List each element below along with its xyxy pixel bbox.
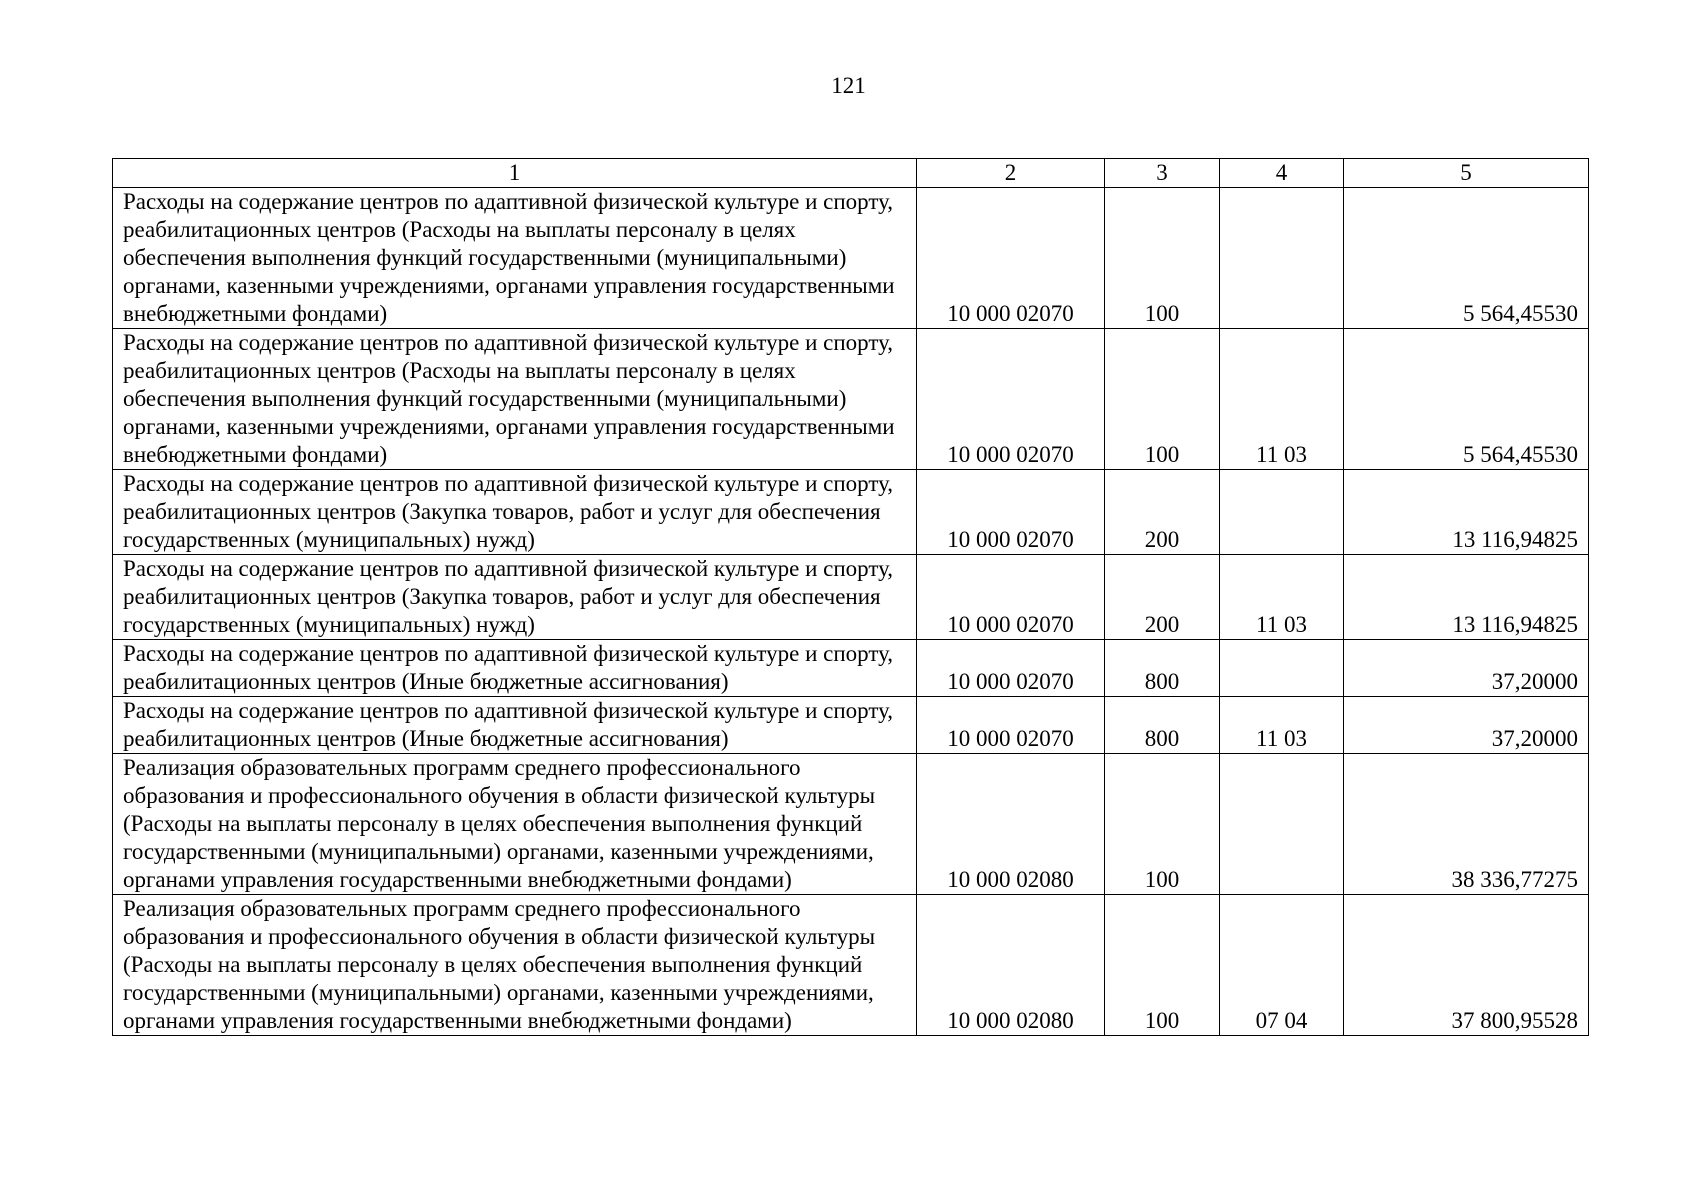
row-expense-type: 800 bbox=[1105, 697, 1220, 754]
row-amount: 38 336,77275 bbox=[1344, 754, 1589, 895]
row-expense-type: 100 bbox=[1105, 754, 1220, 895]
table-row bbox=[113, 470, 1589, 555]
row-target-code: 10 000 02080 bbox=[917, 754, 1105, 895]
row-section bbox=[1220, 188, 1344, 329]
row-section: 11 03 bbox=[1220, 697, 1344, 754]
row-amount: 13 116,94825 bbox=[1344, 555, 1589, 640]
row-target-code: 10 000 02070 bbox=[917, 329, 1105, 470]
row-description: Реализация образовательных программ среднего профессионального образования и профессионального обучения в области физической культуры (Расходы на выплаты персоналу в целях обеспечения выполнения функций государственными (муниципальными) органами, казенными учреждениями, органами управления государственными внебюджетными фондами) bbox=[113, 754, 917, 895]
row-target-code: 10 000 02070 bbox=[917, 555, 1105, 640]
row-description: Расходы на содержание центров по адаптивной физической культуре и спорту, реабилитационных центров (Иные бюджетные ассигнования) bbox=[113, 697, 917, 754]
header-col-5: 5 bbox=[1344, 159, 1589, 188]
row-section bbox=[1220, 640, 1344, 697]
row-amount: 37 800,95528 bbox=[1344, 895, 1589, 1036]
row-description: Расходы на содержание центров по адаптивной физической культуре и спорту, реабилитационных центров (Закупка товаров, работ и услуг для обеспечения государственных (муниципальных) нужд) bbox=[113, 470, 917, 555]
table-row bbox=[113, 754, 1589, 895]
row-expense-type: 200 bbox=[1105, 470, 1220, 555]
row-description: Реализация образовательных программ среднего профессионального образования и профессионального обучения в области физической культуры (Расходы на выплаты персоналу в целях обеспечения выполнения функций государственными (муниципальными) органами, казенными учреждениями, органами управления государственными внебюджетными фондами) bbox=[113, 895, 917, 1036]
header-col-3: 3 bbox=[1105, 159, 1220, 188]
table-row bbox=[113, 555, 1589, 640]
row-description: Расходы на содержание центров по адаптивной физической культуре и спорту, реабилитационных центров (Расходы на выплаты персоналу в целях обеспечения выполнения функций государственными (муниципальными) органами, казенными учреждениями, органами управления государственными внебюджетными фондами) bbox=[113, 188, 917, 329]
budget-table bbox=[112, 158, 1589, 1036]
row-target-code: 10 000 02070 bbox=[917, 470, 1105, 555]
row-amount: 5 564,45530 bbox=[1344, 329, 1589, 470]
row-target-code: 10 000 02070 bbox=[917, 640, 1105, 697]
row-amount: 37,20000 bbox=[1344, 697, 1589, 754]
row-description: Расходы на содержание центров по адаптивной физической культуре и спорту, реабилитационных центров (Иные бюджетные ассигнования) bbox=[113, 640, 917, 697]
row-section: 11 03 bbox=[1220, 555, 1344, 640]
table-header-row bbox=[113, 159, 1589, 188]
row-amount: 5 564,45530 bbox=[1344, 188, 1589, 329]
row-expense-type: 100 bbox=[1105, 329, 1220, 470]
row-expense-type: 800 bbox=[1105, 640, 1220, 697]
header-col-2: 2 bbox=[917, 159, 1105, 188]
row-target-code: 10 000 02080 bbox=[917, 895, 1105, 1036]
row-target-code: 10 000 02070 bbox=[917, 188, 1105, 329]
row-expense-type: 100 bbox=[1105, 895, 1220, 1036]
row-expense-type: 100 bbox=[1105, 188, 1220, 329]
table-row bbox=[113, 188, 1589, 329]
row-section bbox=[1220, 470, 1344, 555]
row-expense-type: 200 bbox=[1105, 555, 1220, 640]
row-amount: 37,20000 bbox=[1344, 640, 1589, 697]
row-section: 07 04 bbox=[1220, 895, 1344, 1036]
row-description: Расходы на содержание центров по адаптивной физической культуре и спорту, реабилитационных центров (Закупка товаров, работ и услуг для обеспечения государственных (муниципальных) нужд) bbox=[113, 555, 917, 640]
row-target-code: 10 000 02070 bbox=[917, 697, 1105, 754]
table-row bbox=[113, 895, 1589, 1036]
row-amount: 13 116,94825 bbox=[1344, 470, 1589, 555]
page-number: 121 bbox=[831, 73, 866, 98]
table-row bbox=[113, 697, 1589, 754]
header-col-4: 4 bbox=[1220, 159, 1344, 188]
row-section: 11 03 bbox=[1220, 329, 1344, 470]
row-section bbox=[1220, 754, 1344, 895]
header-col-1: 1 bbox=[113, 159, 917, 188]
table-row bbox=[113, 329, 1589, 470]
row-description: Расходы на содержание центров по адаптивной физической культуре и спорту, реабилитационных центров (Расходы на выплаты персоналу в целях обеспечения выполнения функций государственными (муниципальными) органами, казенными учреждениями, органами управления государственными внебюджетными фондами) bbox=[113, 329, 917, 470]
table-row bbox=[113, 640, 1589, 697]
